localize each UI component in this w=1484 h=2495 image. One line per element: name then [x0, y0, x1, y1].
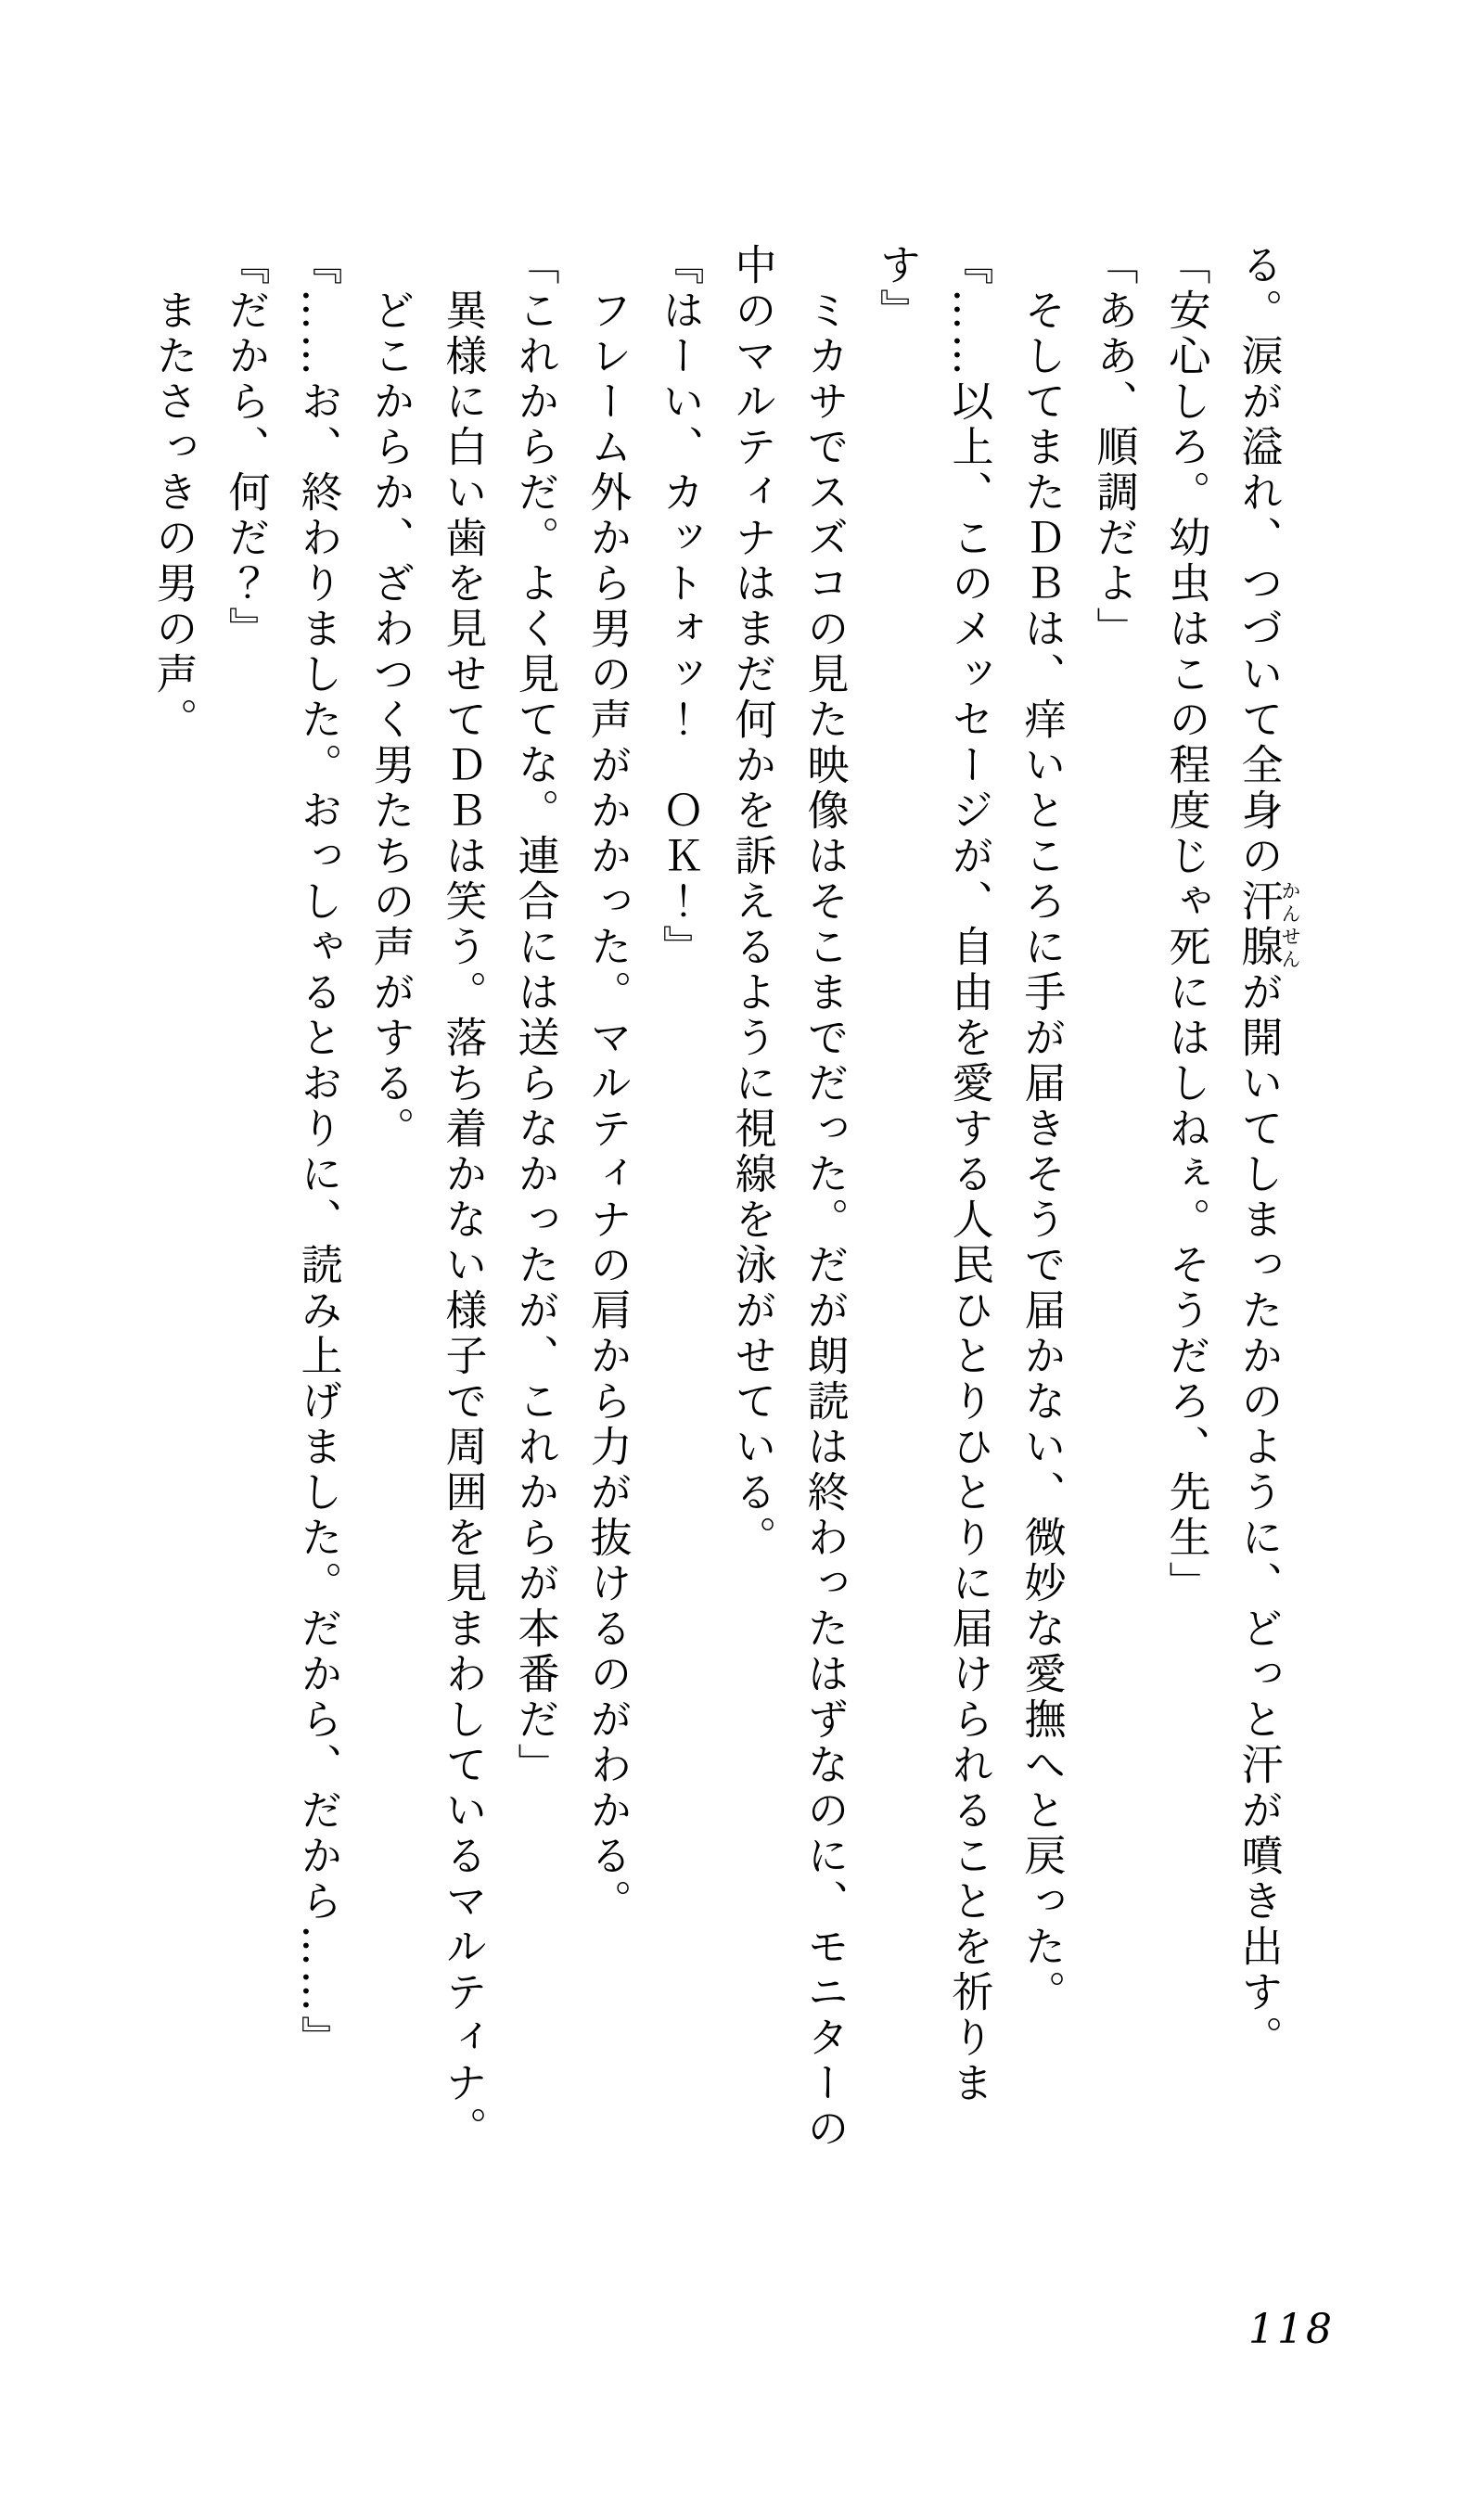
- text-line: フレーム外から男の声がかかった。マルティナの肩から力が抜けるのがわかる。: [582, 288, 633, 1925]
- text-line: る。涙が溢れ、つづいて全身の汗腺かんせんが開いてしまったかのように、どっと汗が噴き出す。: [1234, 243, 1301, 2061]
- text-line: 異様に白い歯を見せてＤＢは笑う。落ち着かない様子で周囲を見まわしているマルティナ。: [438, 288, 488, 2152]
- text-line: 「これからだ。よく見てな。連合には送らなかったが、これからが本番だ」: [510, 243, 560, 1788]
- furigana-reading: かんせん: [1279, 879, 1301, 970]
- text-line: またさっきの男の声。: [148, 288, 198, 743]
- furigana-ruby: 汗腺かんせん: [1234, 879, 1301, 970]
- text-line: す』: [872, 243, 922, 334]
- text-line: 中のマルティナはまだ何かを訴えるように視線を泳がせている。: [727, 243, 777, 1561]
- text-line: 『……以上、このメッセージが、自由を愛する人民ひとりひとりに届けられることを祈りま: [944, 243, 994, 2106]
- vertical-text-block: [123, 243, 1301, 2284]
- text-line: 『はーい、カットォッ！ ＯＫ！』: [655, 243, 705, 970]
- text-line: どこからか、ざわつく男たちの声がする。: [365, 288, 416, 1152]
- text-line: そしてまたＤＢは、痒いところに手が届きそうで届かない、微妙な愛撫へと戻った。: [1017, 288, 1067, 2015]
- text-line: 『だから、何だ？』: [221, 243, 271, 652]
- text-line: 『……お、終わりました。おっしゃるとおりに、読み上げました。だから、だから……』: [293, 243, 343, 2061]
- text-line: ミカサでスズコの見た映像はそこまでだった。だが朗読は終わったはずなのに、モニターの: [800, 288, 850, 2152]
- text-line: 「安心しろ。幼虫はこの程度じゃ死にはしねぇ。そうだろ、先生」: [1161, 243, 1211, 1606]
- page-number: 118: [1248, 2306, 1335, 2353]
- text-line: 「ああ、順調だよ」: [1089, 243, 1139, 652]
